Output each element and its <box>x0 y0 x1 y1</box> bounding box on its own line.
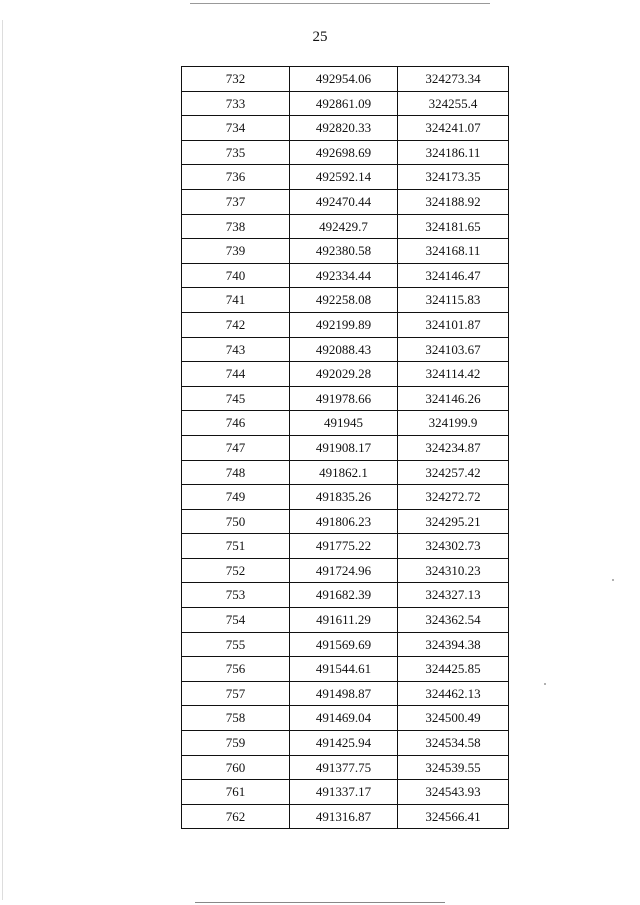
y-coordinate-cell: 324425.85 <box>398 657 509 682</box>
table-row <box>182 681 509 706</box>
table-row <box>182 460 509 485</box>
point-number-cell: 735 <box>182 140 290 165</box>
x-coordinate-cell: 491862.1 <box>290 460 398 485</box>
table-row <box>182 706 509 731</box>
point-number-cell: 762 <box>182 804 290 829</box>
table-row <box>182 312 509 337</box>
x-coordinate-cell: 492861.09 <box>290 91 398 116</box>
table-row <box>182 411 509 436</box>
x-coordinate-cell: 491908.17 <box>290 435 398 460</box>
x-coordinate-cell: 492380.58 <box>290 239 398 264</box>
point-number-cell: 732 <box>182 67 290 92</box>
table-row <box>182 608 509 633</box>
point-number-cell: 761 <box>182 780 290 805</box>
point-number-cell: 743 <box>182 337 290 362</box>
x-coordinate-cell: 492954.06 <box>290 67 398 92</box>
x-coordinate-cell: 491724.96 <box>290 558 398 583</box>
scan-edge-left <box>2 20 3 900</box>
table-row <box>182 485 509 510</box>
x-coordinate-cell: 491945 <box>290 411 398 436</box>
x-coordinate-cell: 491806.23 <box>290 509 398 534</box>
point-number-cell: 754 <box>182 608 290 633</box>
table-row <box>182 165 509 190</box>
table-row <box>182 386 509 411</box>
point-number-cell: 746 <box>182 411 290 436</box>
y-coordinate-cell: 324566.41 <box>398 804 509 829</box>
x-coordinate-cell: 491425.94 <box>290 731 398 756</box>
x-coordinate-cell: 492088.43 <box>290 337 398 362</box>
point-number-cell: 733 <box>182 91 290 116</box>
point-number-cell: 748 <box>182 460 290 485</box>
x-coordinate-cell: 491978.66 <box>290 386 398 411</box>
y-coordinate-cell: 324188.92 <box>398 189 509 214</box>
y-coordinate-cell: 324500.49 <box>398 706 509 731</box>
y-coordinate-cell: 324539.55 <box>398 755 509 780</box>
y-coordinate-cell: 324146.47 <box>398 263 509 288</box>
table-row <box>182 657 509 682</box>
table-row <box>182 214 509 239</box>
table-row <box>182 509 509 534</box>
y-coordinate-cell: 324234.87 <box>398 435 509 460</box>
y-coordinate-cell: 324327.13 <box>398 583 509 608</box>
point-number-cell: 739 <box>182 239 290 264</box>
y-coordinate-cell: 324173.35 <box>398 165 509 190</box>
table-row <box>182 583 509 608</box>
point-number-cell: 734 <box>182 116 290 141</box>
page-number: 25 <box>312 29 328 45</box>
x-coordinate-cell: 491835.26 <box>290 485 398 510</box>
scan-edge-top <box>190 3 490 4</box>
y-coordinate-cell: 324103.67 <box>398 337 509 362</box>
y-coordinate-cell: 324115.83 <box>398 288 509 313</box>
point-number-cell: 749 <box>182 485 290 510</box>
point-number-cell: 745 <box>182 386 290 411</box>
table-row <box>182 558 509 583</box>
y-coordinate-cell: 324543.93 <box>398 780 509 805</box>
scan-speck <box>612 579 614 581</box>
x-coordinate-cell: 492029.28 <box>290 362 398 387</box>
x-coordinate-cell: 491544.61 <box>290 657 398 682</box>
x-coordinate-cell: 491469.04 <box>290 706 398 731</box>
table-row <box>182 288 509 313</box>
y-coordinate-cell: 324101.87 <box>398 312 509 337</box>
point-number-cell: 760 <box>182 755 290 780</box>
table-row <box>182 140 509 165</box>
table-row <box>182 780 509 805</box>
point-number-cell: 740 <box>182 263 290 288</box>
x-coordinate-cell: 491316.87 <box>290 804 398 829</box>
point-number-cell: 744 <box>182 362 290 387</box>
scan-speck <box>544 683 546 685</box>
y-coordinate-cell: 324255.4 <box>398 91 509 116</box>
y-coordinate-cell: 324310.23 <box>398 558 509 583</box>
y-coordinate-cell: 324114.42 <box>398 362 509 387</box>
y-coordinate-cell: 324168.11 <box>398 239 509 264</box>
table-row <box>182 632 509 657</box>
y-coordinate-cell: 324362.54 <box>398 608 509 633</box>
table-row <box>182 731 509 756</box>
y-coordinate-cell: 324257.42 <box>398 460 509 485</box>
table-row <box>182 534 509 559</box>
x-coordinate-cell: 492820.33 <box>290 116 398 141</box>
table-row <box>182 337 509 362</box>
y-coordinate-cell: 324302.73 <box>398 534 509 559</box>
point-number-cell: 751 <box>182 534 290 559</box>
table-row <box>182 67 509 92</box>
point-number-cell: 736 <box>182 165 290 190</box>
y-coordinate-cell: 324146.26 <box>398 386 509 411</box>
point-number-cell: 742 <box>182 312 290 337</box>
coordinates-table-body <box>182 67 509 829</box>
table-row <box>182 239 509 264</box>
table-row <box>182 362 509 387</box>
y-coordinate-cell: 324462.13 <box>398 681 509 706</box>
x-coordinate-cell: 492429.7 <box>290 214 398 239</box>
point-number-cell: 753 <box>182 583 290 608</box>
point-number-cell: 741 <box>182 288 290 313</box>
point-number-cell: 738 <box>182 214 290 239</box>
x-coordinate-cell: 491611.29 <box>290 608 398 633</box>
table-row <box>182 263 509 288</box>
x-coordinate-cell: 492592.14 <box>290 165 398 190</box>
point-number-cell: 750 <box>182 509 290 534</box>
x-coordinate-cell: 492470.44 <box>290 189 398 214</box>
table-row <box>182 804 509 829</box>
table-row <box>182 755 509 780</box>
point-number-cell: 757 <box>182 681 290 706</box>
point-number-cell: 747 <box>182 435 290 460</box>
x-coordinate-cell: 491569.69 <box>290 632 398 657</box>
y-coordinate-cell: 324181.65 <box>398 214 509 239</box>
x-coordinate-cell: 491337.17 <box>290 780 398 805</box>
x-coordinate-cell: 491377.75 <box>290 755 398 780</box>
table-row <box>182 91 509 116</box>
scan-edge-bottom <box>195 902 445 903</box>
y-coordinate-cell: 324295.21 <box>398 509 509 534</box>
y-coordinate-cell: 324394.38 <box>398 632 509 657</box>
table-row <box>182 435 509 460</box>
table-row <box>182 189 509 214</box>
point-number-cell: 755 <box>182 632 290 657</box>
y-coordinate-cell: 324273.34 <box>398 67 509 92</box>
y-coordinate-cell: 324534.58 <box>398 731 509 756</box>
y-coordinate-cell: 324272.72 <box>398 485 509 510</box>
y-coordinate-cell: 324186.11 <box>398 140 509 165</box>
table-row <box>182 116 509 141</box>
point-number-cell: 758 <box>182 706 290 731</box>
point-number-cell: 737 <box>182 189 290 214</box>
x-coordinate-cell: 492258.08 <box>290 288 398 313</box>
x-coordinate-cell: 492698.69 <box>290 140 398 165</box>
x-coordinate-cell: 492334.44 <box>290 263 398 288</box>
point-number-cell: 756 <box>182 657 290 682</box>
point-number-cell: 759 <box>182 731 290 756</box>
coordinates-table <box>181 66 509 829</box>
x-coordinate-cell: 491682.39 <box>290 583 398 608</box>
y-coordinate-cell: 324199.9 <box>398 411 509 436</box>
x-coordinate-cell: 491775.22 <box>290 534 398 559</box>
point-number-cell: 752 <box>182 558 290 583</box>
x-coordinate-cell: 492199.89 <box>290 312 398 337</box>
x-coordinate-cell: 491498.87 <box>290 681 398 706</box>
y-coordinate-cell: 324241.07 <box>398 116 509 141</box>
